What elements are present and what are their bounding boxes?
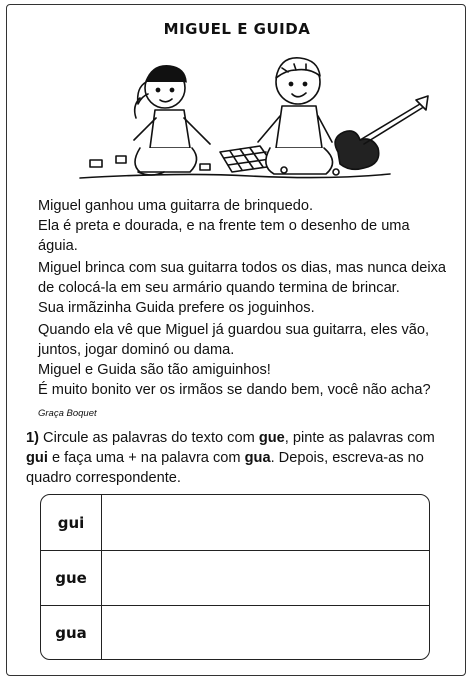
story-line: Sua irmãzinha Guida prefere os joguinhos. xyxy=(38,300,315,316)
exercise-text: Circule as palavras do texto com xyxy=(43,430,259,446)
story-line: É muito bonito ver os irmãos se dando bem, você não acha? xyxy=(38,382,431,398)
exercise-number: 1) xyxy=(26,430,39,446)
story-line: juntos, jogar dominó ou dama. xyxy=(38,342,235,358)
story-line: águia. xyxy=(38,238,78,254)
exercise-instructions xyxy=(26,428,458,488)
author-credit: Graça Boquet xyxy=(38,408,97,419)
story-line: Quando ela vê que Miguel já guardou sua guitarra, eles vão, xyxy=(38,322,430,338)
row-label: gue xyxy=(55,569,87,587)
page-title: MIGUEL E GUIDA xyxy=(163,20,311,38)
story-line: Miguel brinca com sua guitarra todos os dias, mas nunca deixa xyxy=(38,260,447,276)
answer-row-gue xyxy=(41,550,429,605)
story-line: Ela é preta e dourada, e na frente tem o desenho de uma xyxy=(38,218,410,234)
story-line: Miguel e Guida são tão amiguinhos! xyxy=(38,362,271,378)
answer-table xyxy=(40,494,430,660)
row-label: gui xyxy=(57,513,85,532)
exercise-text: , pinte as palavras com xyxy=(284,430,435,446)
answer-row-gui xyxy=(41,495,429,550)
exercise-text: . Depois, escreva-as no quadro correspondente. xyxy=(26,450,424,486)
answer-cell[interactable] xyxy=(101,551,429,605)
row-label: gua xyxy=(55,624,87,642)
keyword-gue: gue xyxy=(258,430,285,446)
exercise-text: e faça uma + na palavra com xyxy=(47,450,245,466)
answer-row-gua xyxy=(41,605,429,660)
children-playing-illustration xyxy=(60,48,430,188)
answer-cell[interactable] xyxy=(101,606,429,660)
keyword-gua: gua xyxy=(244,450,271,466)
story-line: Miguel ganhou uma guitarra de brinquedo. xyxy=(38,198,314,214)
story-line: de colocá-la em seu armário quando termina de brincar. xyxy=(38,280,400,296)
answer-cell[interactable] xyxy=(101,495,429,550)
keyword-gui: gui xyxy=(26,450,48,466)
